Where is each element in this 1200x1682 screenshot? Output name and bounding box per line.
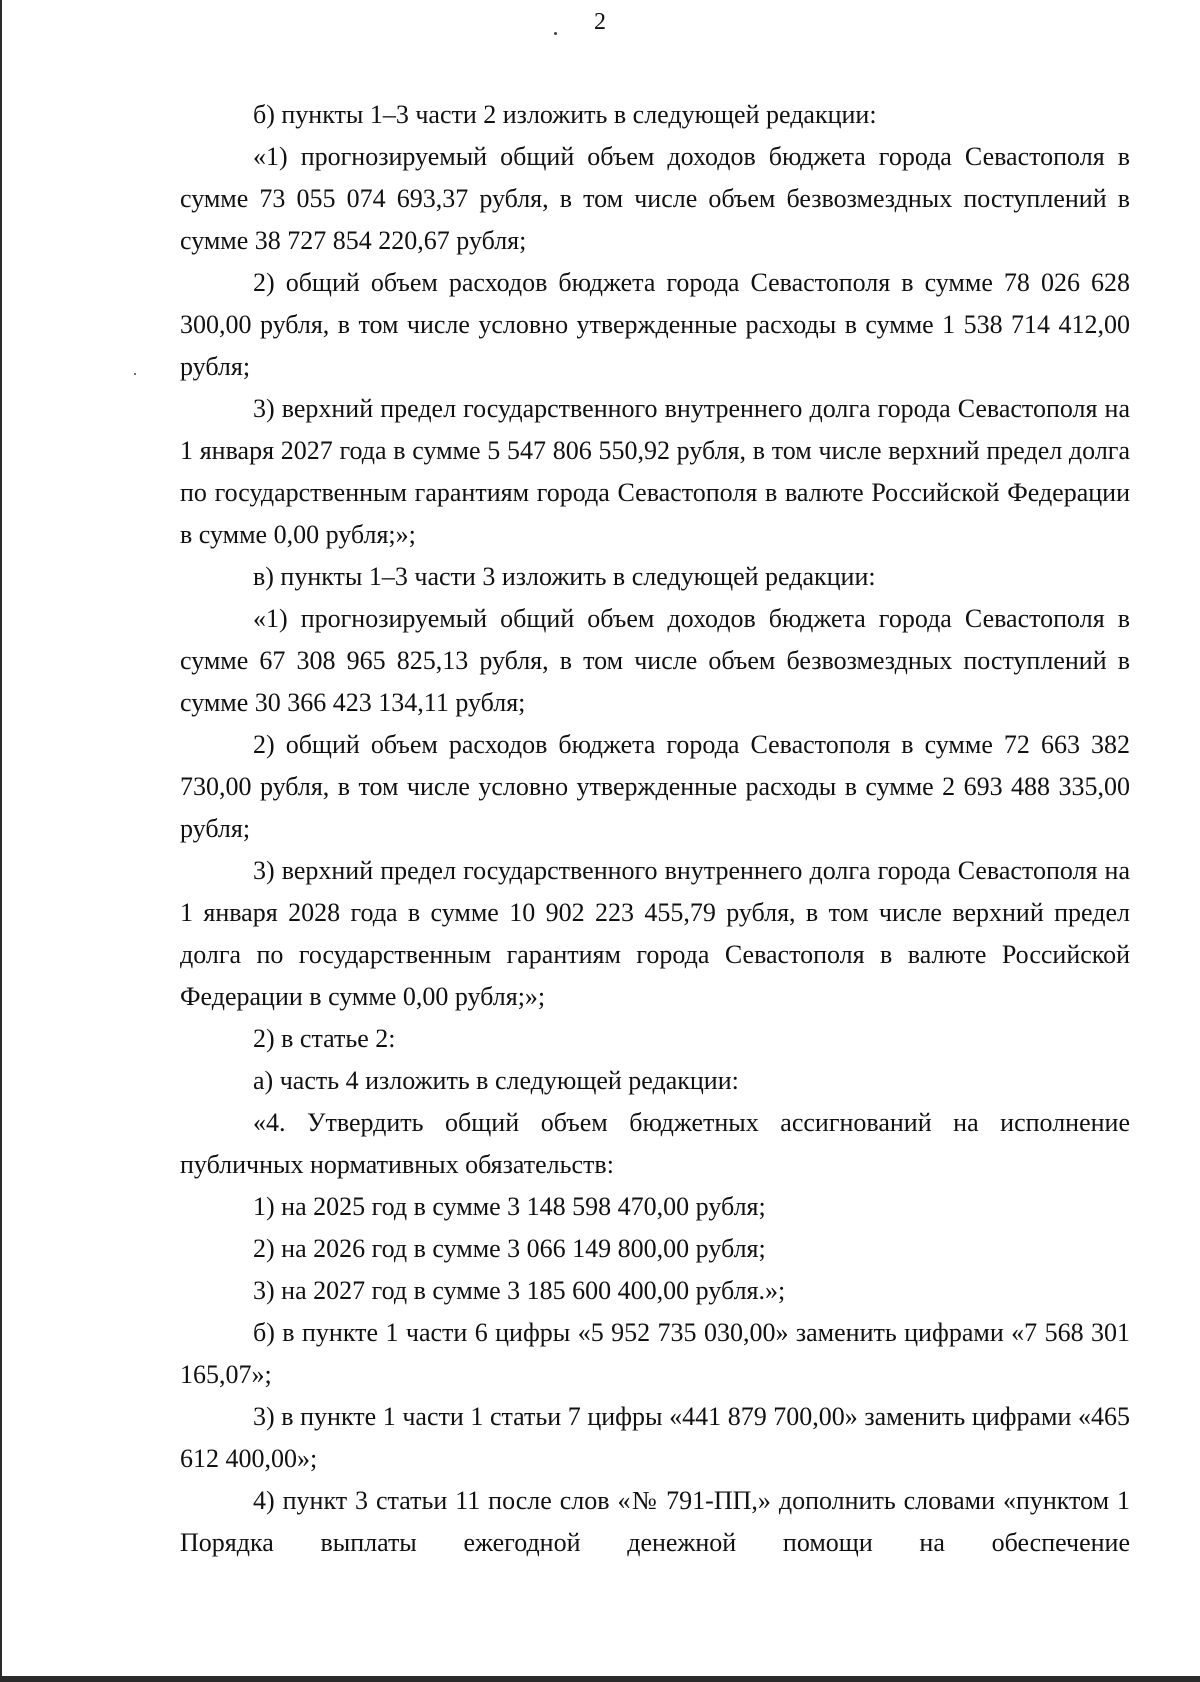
paragraph: «4. Утвердить общий объем бюджетных ассигнований на исполнение публичных нормативных обязательств: — [180, 1108, 1130, 1179]
paragraph: 3) на 2027 год в сумме 3 185 600 400,00 рубля.»; — [253, 1276, 786, 1305]
paragraph: 2) общий объем расходов бюджета города Севастополя в сумме 78 026 628 300,00 рубля, в том числе условно утвержденные расходы в сумме 1 538 714 412,00 рубля; — [180, 268, 1130, 381]
scan-edge-bottom — [0, 1676, 1200, 1682]
scan-edge-left — [0, 0, 2, 1682]
paragraph: 3) верхний предел государственного внутреннего долга города Севастополя на 1 января 2028 года в сумме 10 902 223 455,79 рубля, в том числе верхний предел долга по государственным гарантиям города Севастополя в валюте Российской Федерации в сумме 0,00 рубля;»; — [180, 856, 1130, 1011]
paragraph: «1) прогнозируемый общий объем доходов бюджета города Севастополя в сумме 67 308 965 825,13 рубля, в том числе объем безвозмездных поступлений в сумме 30 366 423 134,11 рубля; — [180, 604, 1130, 717]
scan-speck — [134, 373, 136, 375]
paragraph: 3) в пункте 1 части 1 статьи 7 цифры «441 879 700,00» заменить цифрами «465 612 400,00»; — [180, 1402, 1130, 1473]
paragraph: 4) пункт 3 статьи 11 после слов «№ 791-ПП,» дополнить словами «пунктом 1 Порядка выплаты ежегодной денежной помощи на обеспечение — [180, 1486, 1130, 1557]
paragraph: б) пункты 1–3 части 2 изложить в следующей редакции: — [253, 100, 877, 129]
document-body — [180, 94, 1130, 1564]
paragraph: а) часть 4 изложить в следующей редакции: — [253, 1066, 739, 1095]
page-number: 2 — [594, 9, 606, 35]
paragraph: б) в пункте 1 части 6 цифры «5 952 735 030,00» заменить цифрами «7 568 301 165,07»; — [180, 1318, 1130, 1389]
paragraph: «1) прогнозируемый общий объем доходов бюджета города Севастополя в сумме 73 055 074 693,37 рубля, в том числе объем безвозмездных поступлений в сумме 38 727 854 220,67 рубля; — [180, 142, 1130, 255]
paragraph: 2) на 2026 год в сумме 3 066 149 800,00 рубля; — [253, 1234, 766, 1263]
paragraph: 1) на 2025 год в сумме 3 148 598 470,00 рубля; — [253, 1192, 766, 1221]
paragraph: 2) в статье 2: — [253, 1024, 396, 1053]
paragraph: 2) общий объем расходов бюджета города Севастополя в сумме 72 663 382 730,00 рубля, в том числе условно утвержденные расходы в сумме 2 693 488 335,00 рубля; — [180, 730, 1130, 843]
paragraph: в) пункты 1–3 части 3 изложить в следующей редакции: — [253, 562, 876, 591]
paragraph: 3) верхний предел государственного внутреннего долга города Севастополя на 1 января 2027 года в сумме 5 547 806 550,92 рубля, в том числе верхний предел долга по государственным гарантиям города Севастополя в валюте Российской Федерации в сумме 0,00 рубля;»; — [180, 394, 1130, 549]
